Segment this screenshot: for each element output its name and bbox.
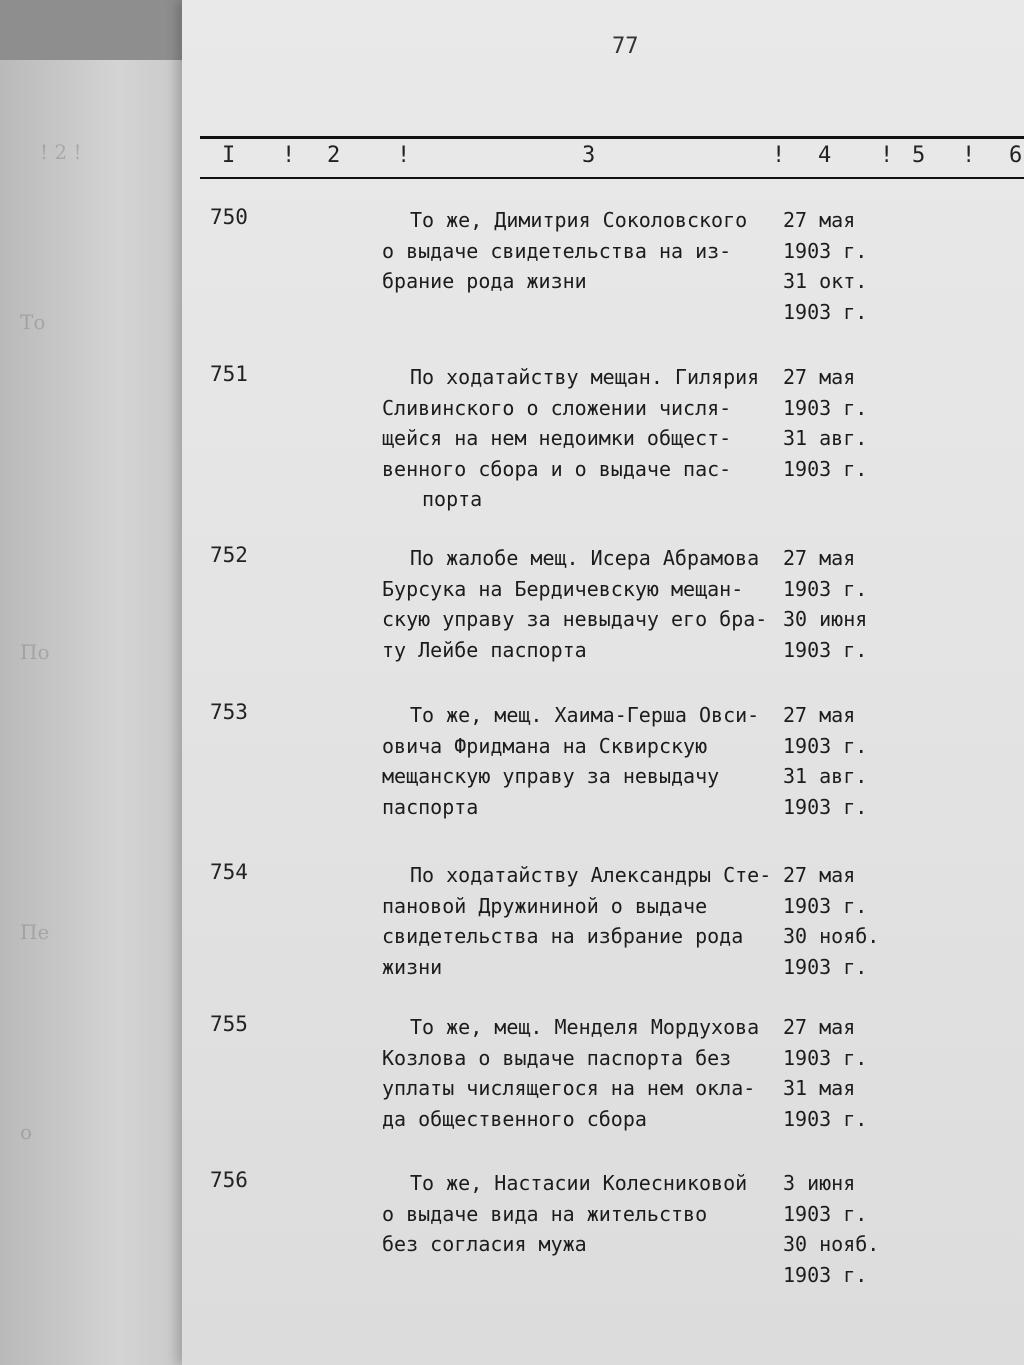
date-line: 27 мая	[783, 546, 856, 570]
date-line: 1903 г.	[783, 954, 868, 979]
date-line: 1903 г.	[783, 794, 868, 819]
date-line: 31 окт.	[783, 269, 868, 293]
description-line: То же, Настасии Колесниковой	[410, 1171, 748, 1195]
date-line: 27 мая	[783, 208, 856, 232]
entry-number: 750	[210, 205, 248, 229]
description-line: пановой Дружининой о выдаче	[382, 893, 708, 918]
entry-dates	[783, 543, 913, 665]
description-line: свидетельства на избрание рода	[382, 924, 744, 948]
date-line: 1903 г.	[783, 456, 868, 481]
description-line: паспорта	[382, 794, 479, 819]
entry-dates	[783, 1168, 913, 1290]
date-line: 3 июня	[783, 1171, 856, 1195]
description-line: То же, мещ. Хаима-Герша Овси-	[410, 703, 760, 727]
date-line: 30 нояб.	[783, 924, 880, 948]
date-line: 31 авг.	[783, 764, 868, 788]
description-line: брание рода жизни	[382, 269, 587, 293]
description-line: По ходатайству Александры Сте-	[410, 863, 772, 887]
date-line: 27 мая	[783, 1015, 856, 1039]
date-line: 27 мая	[783, 863, 856, 887]
column-header-3: 3	[582, 143, 596, 168]
page-number: 77	[612, 34, 639, 59]
entry-description	[382, 1168, 777, 1260]
description-line: о выдаче вида на жительство	[382, 1201, 708, 1226]
description-line: По жалобе мещ. Исера Абрамова	[410, 546, 760, 570]
column-header-6: 6	[1009, 143, 1023, 168]
entry-number: 753	[210, 700, 248, 724]
description-line: жизни	[382, 954, 443, 979]
ghost-text: ! 2 !	[40, 140, 82, 164]
date-line: 1903 г.	[783, 637, 868, 662]
entry-description	[382, 543, 777, 665]
date-line: 1903 г.	[783, 1106, 868, 1131]
entry-description	[382, 700, 777, 822]
ghost-text: По	[20, 640, 50, 664]
entry-description	[382, 205, 777, 297]
table-header-rule	[200, 177, 1024, 179]
entry-description	[382, 1012, 777, 1134]
table-top-rule	[200, 136, 1024, 139]
column-header-4: 4	[818, 143, 832, 168]
date-line: 1903 г.	[783, 576, 868, 601]
entry-dates	[783, 700, 913, 822]
description-line: венного сбора и о выдаче пас-	[382, 456, 732, 481]
description-line: То же, мещ. Менделя Мордухова	[410, 1015, 760, 1039]
date-line: 1903 г.	[783, 395, 868, 420]
column-header-2: 2	[327, 143, 341, 168]
entry-dates	[783, 205, 913, 327]
date-line: 1903 г.	[783, 238, 868, 263]
description-line: По ходатайству мещан. Гилярия	[410, 365, 760, 389]
column-header-1: I	[222, 143, 236, 168]
description-line: ту Лейбе паспорта	[382, 637, 587, 662]
column-separator: !	[397, 143, 411, 168]
date-line: 1903 г.	[783, 1045, 868, 1070]
entry-description	[382, 362, 777, 515]
entry-dates	[783, 1012, 913, 1134]
description-line: Сливинского о сложении числя-	[382, 395, 732, 420]
description-line: о выдаче свидетельства на из-	[382, 238, 732, 263]
description-line: щейся на нем недоимки общест-	[382, 426, 732, 450]
entry-number: 752	[210, 543, 248, 567]
description-line: уплаты числящегося на нем окла-	[382, 1076, 756, 1100]
entry-dates	[783, 362, 913, 484]
date-line: 27 мая	[783, 703, 856, 727]
date-line: 1903 г.	[783, 1201, 868, 1226]
description-line: порта	[422, 487, 483, 511]
description-line: без согласия мужа	[382, 1232, 587, 1256]
description-line: да общественного сбора	[382, 1106, 647, 1131]
entry-number: 754	[210, 860, 248, 884]
description-line: скую управу за невыдачу его бра-	[382, 607, 768, 631]
description-line: Козлова о выдаче паспорта без	[382, 1045, 732, 1070]
date-line: 30 июня	[783, 607, 868, 631]
date-line: 1903 г.	[783, 1262, 868, 1287]
description-line: овича Фридмана на Сквирскую	[382, 733, 708, 758]
entry-number: 751	[210, 362, 248, 386]
description-line: мещанскую управу за невыдачу	[382, 764, 720, 788]
date-line: 31 мая	[783, 1076, 856, 1100]
column-separator: !	[880, 143, 894, 168]
column-separator: !	[772, 143, 786, 168]
ghost-text: о	[20, 1120, 33, 1144]
ghost-text: Пе	[20, 920, 50, 944]
description-line: То же, Димитрия Соколовского	[410, 208, 748, 232]
entry-description	[382, 860, 777, 982]
underlying-page	[0, 60, 200, 1365]
date-line: 27 мая	[783, 365, 856, 389]
description-line: Бурсука на Бердичевскую мещан-	[382, 576, 744, 601]
document-page	[182, 0, 1024, 1365]
entry-number: 755	[210, 1012, 248, 1036]
column-separator: !	[282, 143, 296, 168]
date-line: 1903 г.	[783, 893, 868, 918]
entry-number: 756	[210, 1168, 248, 1192]
column-separator: !	[962, 143, 976, 168]
date-line: 31 авг.	[783, 426, 868, 450]
date-line: 1903 г.	[783, 299, 868, 324]
date-line: 1903 г.	[783, 733, 868, 758]
date-line: 30 нояб.	[783, 1232, 880, 1256]
column-header-5: 5	[912, 143, 926, 168]
ghost-text: То	[20, 310, 46, 334]
entry-dates	[783, 860, 913, 982]
